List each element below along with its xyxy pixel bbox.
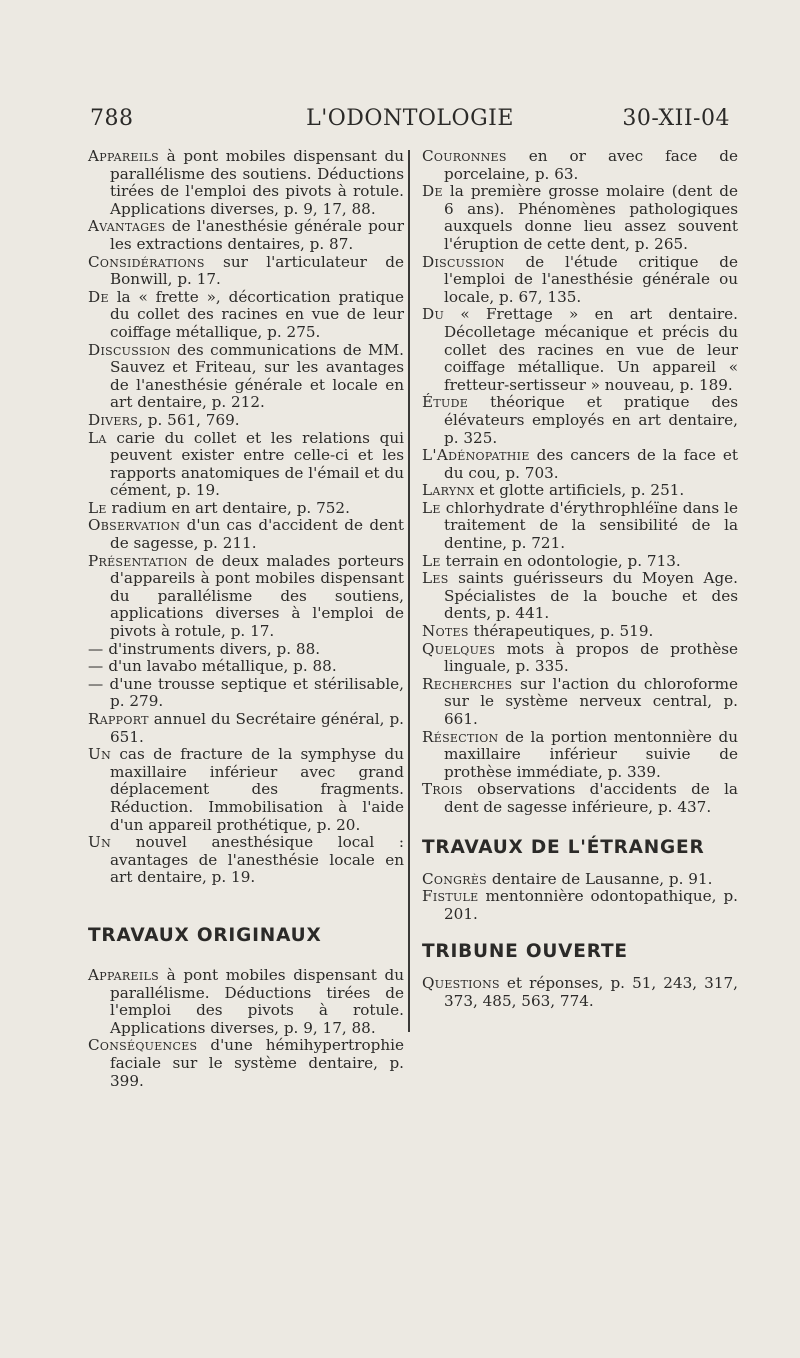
index-entry — [422, 500, 738, 553]
entry-text: saints guérisseurs du Moyen Age. Spécialistes de la bouche et des dents, p. 441. — [444, 569, 738, 623]
entry-keyword: Le — [422, 498, 441, 517]
index-entry — [422, 888, 738, 923]
index-entry — [422, 975, 738, 1010]
entry-text: théorique et pratique des élévateurs employés en art dentaire, p. 325. — [444, 393, 738, 447]
column-divider — [408, 150, 410, 1032]
entry-keyword: Appareils — [88, 965, 159, 984]
entry-keyword: Questions — [422, 974, 500, 993]
index-entry — [422, 641, 738, 676]
entry-text: et glotte artificiels, p. 251. — [474, 481, 685, 500]
index-entry — [422, 781, 738, 816]
issue-date: 30-XII-04 — [622, 106, 730, 131]
entry-list — [88, 148, 404, 887]
entry-text: d'un lavabo métallique, p. 88. — [103, 657, 337, 676]
index-entry — [88, 500, 404, 518]
entry-text: chlorhydrate d'érythrophléïne dans le traitement de la sensibilité de la dentine, p. 721. — [440, 498, 738, 553]
index-entry — [422, 447, 738, 482]
entry-keyword: Les — [422, 569, 449, 588]
entry-text: d'une hémihypertrophie faciale sur le système dentaire, p. 399. — [110, 1036, 404, 1090]
entry-text: cas de fracture de la symphyse du maxillaire inférieur avec grand déplacement des fragments. Réduction. Immobilisation à l'aide d'un appareil prothétique, p. 20. — [110, 745, 404, 834]
entry-text: de deux malades porteurs d'appareils à pont mobiles dispensant du parallélisme des soutiens, applications diverses à l'emploi de pivots à rotule, p. 17. — [110, 551, 404, 641]
entry-text: « Frettage » en art dentaire. Décolletage mécanique et précis du collet des racines en vue de leur coiffage métallique. Un appareil « fretteur-sertisseur » nouveau, p. 189. — [444, 305, 738, 394]
entry-text: la première grosse molaire (dent de 6 ans). Phénomènes pathologiques auxquels donne lieu assez souvent l'éruption de cette dent, p. 265. — [442, 182, 738, 253]
entry-keyword: Présentation — [88, 551, 188, 570]
index-entry — [422, 729, 738, 782]
entry-text: sur l'articulateur de Bonwill, p. 17. — [110, 252, 404, 289]
index-entry — [88, 517, 404, 552]
entry-text: d'instruments divers, p. 88. — [103, 639, 321, 658]
entry-text: nouvel anesthésique local : avantages de l'anesthésie locale en art dentaire, p. 19. — [110, 833, 404, 887]
section-heading-tribune-ouverte: TRIBUNE OUVERTE — [422, 941, 628, 963]
left-column — [88, 148, 404, 1090]
journal-title: L'ODONTOLOGIE — [306, 106, 514, 131]
entry-text: annuel du Secrétaire général, p. 651. — [110, 710, 404, 746]
index-entry — [422, 871, 738, 889]
entry-text: des cancers de la face et du cou, p. 703. — [444, 446, 738, 482]
entry-text: et réponses, p. 51, 243, 317, 373, 485, 563, 774. — [444, 974, 738, 1010]
entry-list — [422, 871, 738, 924]
entry-keyword: Discussion — [88, 340, 171, 359]
entry-list — [422, 975, 738, 1010]
entry-text: la « frette », décortication pratique du collet des racines en vue de leur coiffage métallique, p. 275. — [108, 287, 404, 341]
entry-keyword: De — [422, 182, 443, 201]
entry-text: dentaire de Lausanne, p. 91. — [487, 869, 713, 888]
entry-text: mentonnière odontopathique, p. 201. — [444, 887, 738, 923]
entry-keyword: Divers — [88, 410, 139, 429]
index-entry — [88, 746, 404, 834]
entry-list — [422, 148, 738, 817]
entry-text: radium en art dentaire, p. 752. — [106, 498, 350, 517]
entry-keyword: Du — [422, 305, 445, 324]
entry-keyword: Un — [88, 833, 112, 852]
entry-keyword: La — [88, 428, 107, 447]
entry-keyword: — — [88, 674, 104, 693]
entry-keyword: L'Adénopathie — [422, 446, 530, 465]
entry-keyword: Trois — [422, 780, 463, 799]
index-entry — [88, 218, 404, 253]
index-entry — [422, 183, 738, 253]
section-heading-travaux-etranger: TRAVAUX DE L'ÉTRANGER — [422, 836, 705, 858]
entry-keyword: Notes — [422, 622, 469, 641]
entry-keyword: Étude — [422, 393, 469, 412]
entry-keyword: Résection — [422, 727, 499, 746]
index-entry — [88, 676, 404, 711]
entry-text: des communications de MM. Sauvez et Friteau, sur les avantages de l'anesthésie générale et locale en art dentaire, p. 212. — [110, 340, 404, 412]
index-entry — [422, 676, 738, 729]
entry-keyword: Le — [88, 498, 107, 517]
entry-keyword: Recherches — [422, 674, 513, 693]
entry-keyword: — — [88, 639, 104, 658]
index-entry — [422, 623, 738, 641]
index-entry — [88, 430, 404, 500]
index-entry — [88, 658, 404, 676]
entry-text: de l'étude critique de l'emploi de l'anesthésie générale ou locale, p. 67, 135. — [444, 252, 738, 306]
entry-keyword: Considérations — [88, 252, 205, 271]
entry-keyword: Discussion — [422, 252, 505, 271]
entry-text: mots à propos de prothèse linguale, p. 335. — [444, 639, 738, 676]
entry-keyword: De — [88, 287, 109, 306]
index-entry — [422, 553, 738, 571]
entry-keyword: Couronnes — [422, 147, 507, 165]
entry-text: d'une trousse septique et stérilisable, p. 279. — [103, 674, 404, 711]
entry-keyword: Observation — [88, 516, 181, 535]
entry-text: thérapeutiques, p. 519. — [468, 622, 654, 641]
entry-keyword: Appareils — [88, 147, 159, 165]
entry-keyword: Rapport — [88, 710, 149, 728]
entry-keyword: Fistule — [422, 887, 479, 906]
index-entry — [422, 482, 738, 500]
index-entry — [88, 412, 404, 430]
index-entry — [88, 289, 404, 342]
entry-text: sur l'action du chloroforme sur le système nerveux central, p. 661. — [444, 674, 738, 728]
entry-text: à pont mobiles dispensant du parallélisme. Déductions tirées de l'emploi des pivots à rotule. Applications diverses, p. 9, 17, 88. — [110, 965, 404, 1037]
index-entry — [422, 254, 738, 307]
entry-keyword: Congrès — [422, 869, 487, 888]
index-entry — [88, 148, 404, 218]
entry-keyword: — — [88, 657, 104, 676]
index-entry — [88, 711, 404, 746]
index-entry — [88, 342, 404, 412]
entry-text: de la portion mentonnière du maxillaire inférieur suivie de prothèse immédiate, p. 339. — [444, 727, 738, 781]
index-entry — [88, 553, 404, 641]
page-number: 788 — [90, 106, 134, 131]
index-entry — [422, 394, 738, 447]
entry-keyword: Le — [422, 551, 441, 570]
entry-text: observations d'accidents de la dent de sagesse inférieure, p. 437. — [444, 780, 738, 816]
section-heading-travaux-originaux: TRAVAUX ORIGINAUX — [88, 924, 322, 946]
index-entry — [88, 254, 404, 289]
index-entry — [422, 306, 738, 394]
entry-keyword: Un — [88, 745, 112, 764]
index-entry — [422, 570, 738, 623]
entry-text: d'un cas d'accident de dent de sagesse, p. 211. — [110, 516, 404, 553]
entry-text: , p. 561, 769. — [138, 410, 240, 429]
entry-keyword: Larynx — [422, 481, 475, 500]
entry-text: carie du collet et les relations qui peuvent exister entre celle-ci et les rapports anatomiques de l'émail et du cément, p. 19. — [106, 428, 404, 500]
index-entry — [88, 1037, 404, 1090]
entry-text: à pont mobiles dispensant du parallélisme des soutiens. Déductions tirées de l'emploi des pivots à rotule. Applications diverses, p. 9, 17, 88. — [110, 147, 404, 218]
entry-keyword: Quelques — [422, 639, 496, 658]
index-entry — [88, 967, 404, 1037]
index-entry — [88, 834, 404, 887]
index-entry — [88, 641, 404, 659]
entry-list — [88, 967, 404, 1090]
entry-keyword: Conséquences — [88, 1036, 198, 1055]
entry-text: terrain en odontologie, p. 713. — [440, 551, 681, 570]
index-entry — [422, 148, 738, 183]
running-header — [90, 106, 730, 140]
right-column — [422, 148, 738, 1011]
entry-text: de l'anesthésie générale pour les extractions dentaires, p. 87. — [110, 217, 404, 253]
entry-text: en or avec face de porcelaine, p. 63. — [444, 147, 738, 183]
entry-keyword: Avantages — [88, 217, 166, 236]
